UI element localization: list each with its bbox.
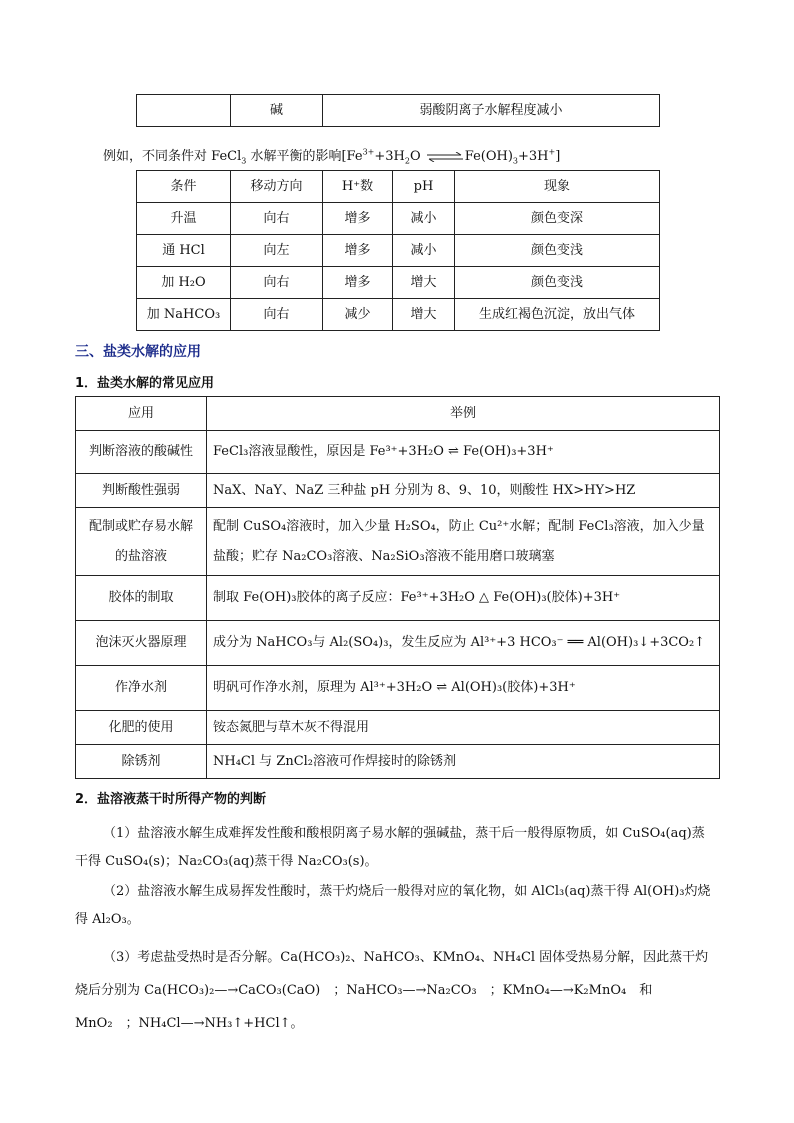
header-cell: 移动方向: [231, 171, 323, 203]
table-cell: 减小: [393, 203, 455, 235]
table-cell: 升温: [137, 203, 231, 235]
table-cell: 制取 Fe(OH)₃胶体的离子反应：Fe³⁺+3H₂O △ Fe(OH)₃(胶体)+3H⁺: [207, 576, 720, 621]
paragraph: （2）盐溶液水解生成易挥发性酸时，蒸干灼烧后一般得对应的氧化物，如 AlCl₃(aq)蒸干得 Al(OH)₃灼烧得 Al₂O₃。: [75, 884, 711, 927]
table-row: [76, 621, 720, 666]
superscript: +: [548, 147, 556, 157]
subsection-heading: 1．盐类水解的常见应用: [75, 376, 215, 391]
table-cell: 增多: [323, 267, 393, 299]
table-cell: 加 NaHCO₃: [137, 299, 231, 331]
table-cell: 配制 CuSO₄溶液时，加入少量 H₂SO₄，防止 Cu²⁺水解；配制 FeCl₃溶液，加入少量盐酸；贮存 Na₂CO₃溶液、Na₂SiO₃溶液不能用磨口玻璃塞: [207, 508, 720, 576]
example-line: [103, 145, 560, 164]
table-cell: 减小: [393, 235, 455, 267]
table-cell: 颜色变深: [455, 203, 660, 235]
header-cell: pH: [393, 171, 455, 203]
table-cell: 减少: [323, 299, 393, 331]
table-cell: FeCl₃溶液显酸性，原因是 Fe³⁺+3H₂O ⇌ Fe(OH)₃+3H⁺: [207, 431, 720, 474]
table-row: [137, 267, 660, 299]
table-row: [76, 576, 720, 621]
table-cell: 弱酸阴离子水解程度减小: [323, 95, 660, 127]
table-cell: 除锈剂: [76, 745, 207, 779]
subscript: 2: [404, 156, 410, 166]
table-cell: NH₄Cl 与 ZnCl₂溶液可作焊接时的除锈剂: [207, 745, 720, 779]
table-cell: [137, 95, 231, 127]
table-header-row: [76, 397, 720, 431]
table-cell: 增多: [323, 203, 393, 235]
table-cell: 颜色变浅: [455, 235, 660, 267]
table-row: [137, 203, 660, 235]
table-cell: 作净水剂: [76, 666, 207, 711]
table-cell: 明矾可作净水剂，原理为 Al³⁺+3H₂O ⇌ Al(OH)₃(胶体)+3H⁺: [207, 666, 720, 711]
example-text: ]: [555, 149, 561, 164]
table-row: [137, 235, 660, 267]
table-cell: NaX、NaY、NaZ 三种盐 pH 分别为 8、9、10，则酸性 HX>HY>HZ: [207, 474, 720, 508]
section-heading: 三、盐类水解的应用: [75, 344, 201, 360]
example-text: Fe(OH): [464, 149, 513, 164]
table-row: [76, 508, 720, 576]
table-cell: 增多: [323, 235, 393, 267]
table-cell: 向左: [231, 235, 323, 267]
table-cell: 碱: [231, 95, 323, 127]
table-cell: 泡沫灭火器原理: [76, 621, 207, 666]
header-cell: 举例: [207, 397, 720, 431]
example-text: +3H: [518, 149, 549, 164]
table-row: [137, 299, 660, 331]
paragraph: （1）盐溶液水解生成难挥发性酸和酸根阴离子易水解的强碱盐，蒸干后一般得原物质，如 CuSO₄(aq)蒸干得 CuSO₄(s)；Na₂CO₃(aq)蒸干得 Na₂CO₃(s)。: [75, 826, 705, 869]
subscript: 3: [241, 156, 247, 166]
table-cell: 向右: [231, 267, 323, 299]
table-cell: 成分为 NaHCO₃与 Al₂(SO₄)₃，发生反应为 Al³⁺+3 HCO₃⁻ ══ Al(OH)₃↓+3CO₂↑: [207, 621, 720, 666]
table-cell: 颜色变浅: [455, 267, 660, 299]
table-row: [76, 745, 720, 779]
table-cell: 向右: [231, 203, 323, 235]
equilibrium-arrow-icon: [427, 152, 463, 162]
fecl3-condition-table: [136, 170, 660, 331]
example-text: O: [409, 149, 421, 164]
example-text: 水解平衡的影响[Fe: [246, 149, 363, 164]
table-cell: 加 H₂O: [137, 267, 231, 299]
header-cell: 现象: [455, 171, 660, 203]
table-row: [76, 474, 720, 508]
table-cell: 配制或贮存易水解的盐溶液: [76, 508, 207, 576]
table-cell: 铵态氮肥与草木灰不得混用: [207, 711, 720, 745]
table-cell: 通 HCl: [137, 235, 231, 267]
subscript: 3: [512, 156, 519, 166]
table-row: [76, 431, 720, 474]
table-cell: 胶体的制取: [76, 576, 207, 621]
table-cell: 化肥的使用: [76, 711, 207, 745]
example-text: +3H: [374, 149, 405, 164]
header-cell: 应用: [76, 397, 207, 431]
example-text: 例如，不同条件对 FeCl: [103, 149, 242, 164]
table-header-row: [137, 171, 660, 203]
table-cell: 判断酸性强弱: [76, 474, 207, 508]
table-cell: 增大: [393, 267, 455, 299]
paragraph: （3）考虑盐受热时是否分解。Ca(HCO₃)₂、NaHCO₃、KMnO₄、NH₄Cl 固体受热易分解，因此蒸干灼烧后分别为 Ca(HCO₃)₂—→CaCO₃(CaO) ；NaHCO₃—→Na₂CO₃ ；KMnO₄—→K₂MnO₄ 和 MnO₂ ；NH₄Cl—→NH₃↑+HCl↑。: [75, 950, 709, 1031]
header-cell: 条件: [137, 171, 231, 203]
table-cell: 增大: [393, 299, 455, 331]
table-cell: 生成红褐色沉淀，放出气体: [455, 299, 660, 331]
table-row: [76, 711, 720, 745]
hydrolysis-application-table: [75, 396, 720, 779]
table-cell: 判断溶液的酸碱性: [76, 431, 207, 474]
subsection-heading: 2．盐溶液蒸干时所得产物的判断: [75, 792, 267, 807]
header-cell: H⁺数: [323, 171, 393, 203]
table-row: [76, 666, 720, 711]
superscript: 3+: [362, 147, 375, 157]
base-row-table: [136, 94, 660, 127]
table-cell: 向右: [231, 299, 323, 331]
